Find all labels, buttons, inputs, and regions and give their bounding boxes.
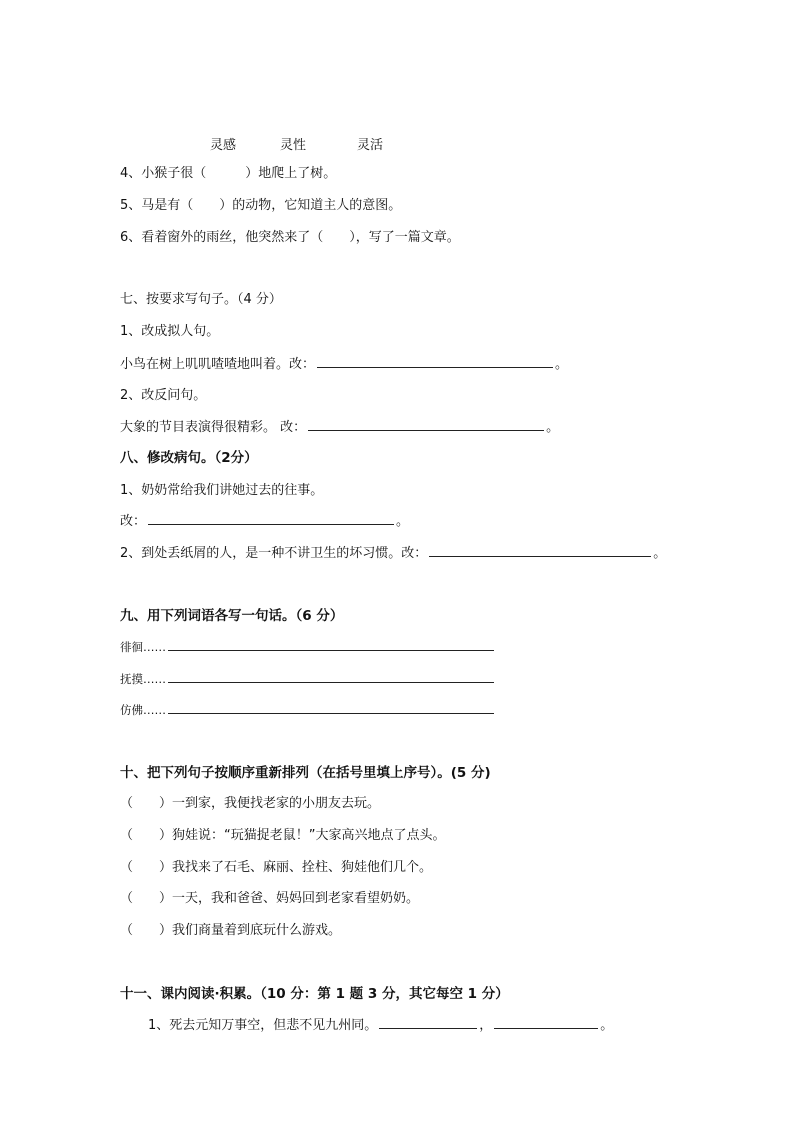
- option-word: 灵感: [210, 138, 237, 153]
- question-label: 1、奶奶常给我们讲她过去的往事。: [120, 483, 324, 498]
- order-item: （ ）狗娃说：“玩猫捉老鼠！”大家高兴地点了点头。: [120, 828, 446, 843]
- order-item: （ ）一天，我和爸爸、妈妈回到老家看望奶奶。: [120, 891, 420, 906]
- order-item: （ ）一到家，我便找老家的小朋友去玩。: [120, 796, 381, 811]
- section-title-9: 九、用下列词语各写一句话。（6 分）: [120, 608, 344, 624]
- question-line: [120, 418, 559, 437]
- answer-blank[interactable]: [168, 701, 494, 714]
- question-label: 1、改成拟人句。: [120, 324, 220, 339]
- section-title-7: 七、按要求写句子。（4 分）: [120, 292, 282, 307]
- word-line: [120, 670, 496, 688]
- section-title-8: 八、修改病句。（2分）: [120, 450, 258, 466]
- fill-question: 5、马是有（ ）的动物，它知道主人的意图。: [120, 198, 402, 213]
- answer-blank[interactable]: [148, 512, 394, 525]
- fill-question: 6、看着窗外的雨丝，他突然来了（ ），写了一篇文章。: [120, 230, 460, 245]
- word-prompt: 仿佛……: [120, 703, 166, 717]
- option-word: 灵活: [357, 138, 384, 153]
- question-line: [120, 355, 568, 374]
- period: 。: [653, 546, 667, 561]
- section-title-11: 十一、课内阅读·积累。（10 分：第 1 题 3 分，其它每空 1 分）: [120, 986, 509, 1002]
- comma: ，: [479, 1018, 493, 1033]
- answer-blank[interactable]: [168, 670, 494, 683]
- question-line: [148, 1016, 613, 1035]
- fix-label: 改：: [120, 514, 147, 529]
- answer-blank[interactable]: [429, 544, 651, 557]
- poem-line: 1、死去元知万事空，但悲不见九州同。: [148, 1018, 378, 1033]
- period: 。: [546, 420, 560, 435]
- order-item: （ ）我们商量着到底玩什么游戏。: [120, 923, 342, 938]
- section-title-10: 十、把下列句子按顺序重新排列（在括号里填上序号）。(5 分): [120, 765, 491, 781]
- word-line: [120, 701, 496, 719]
- word-line: [120, 638, 496, 656]
- question-line: [120, 544, 666, 563]
- answer-blank[interactable]: [494, 1016, 598, 1029]
- answer-blank[interactable]: [308, 418, 544, 431]
- period: 。: [600, 1018, 614, 1033]
- fill-question: 4、小猴子很（ ）地爬上了树。: [120, 166, 337, 181]
- answer-blank[interactable]: [379, 1016, 477, 1029]
- order-item: （ ）我找来了石毛、麻丽、拴柱、狗娃他们几个。: [120, 860, 433, 875]
- question-sentence: 2、到处丢纸屑的人，是一种不讲卫生的坏习惯。改：: [120, 546, 428, 561]
- answer-blank[interactable]: [317, 355, 553, 368]
- period: 。: [555, 357, 569, 372]
- answer-blank[interactable]: [168, 638, 494, 651]
- period: 。: [396, 514, 410, 529]
- question-sentence: 大象的节目表演得很精彩。 改：: [120, 420, 307, 435]
- word-prompt: 抚摸……: [120, 672, 166, 686]
- option-word: 灵性: [280, 138, 307, 153]
- word-prompt: 徘徊……: [120, 640, 166, 654]
- question-line: [120, 512, 409, 531]
- question-sentence: 小鸟在树上叽叽喳喳地叫着。改：: [120, 357, 316, 372]
- question-label: 2、改反问句。: [120, 388, 207, 403]
